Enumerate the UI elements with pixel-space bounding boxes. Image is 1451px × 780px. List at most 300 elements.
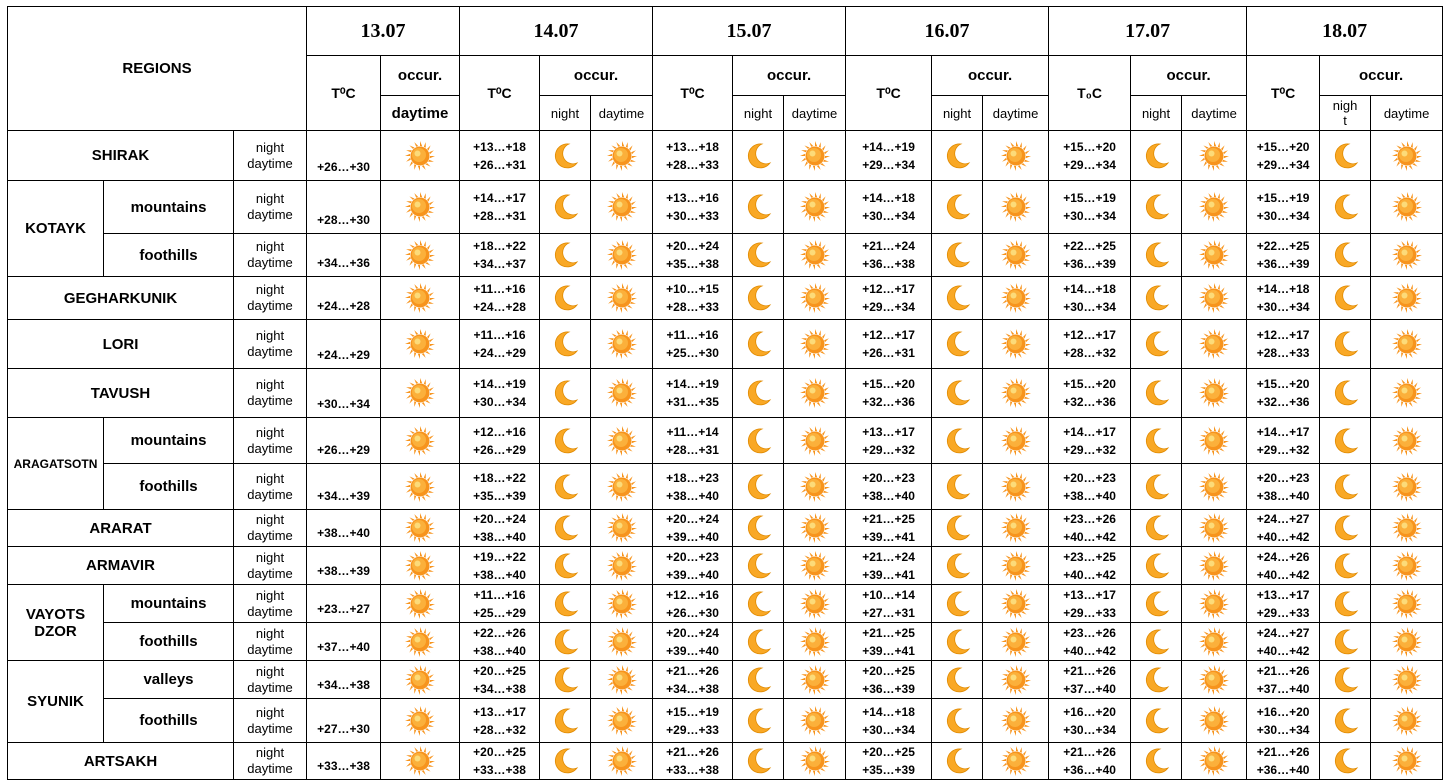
temp-cell bbox=[653, 547, 733, 585]
night-temp: +14…+18 bbox=[862, 704, 915, 719]
night-label: night bbox=[255, 470, 285, 486]
moon-icon bbox=[1320, 141, 1370, 171]
night-label: night bbox=[255, 139, 285, 155]
moon-icon bbox=[733, 513, 783, 543]
day-temp: +40…+42 bbox=[1256, 530, 1310, 544]
sun-icon bbox=[381, 239, 459, 271]
sun-icon bbox=[381, 425, 459, 457]
subregion-name: mountains bbox=[104, 418, 234, 464]
moon-icon bbox=[932, 329, 982, 359]
region-name: TAVUSH bbox=[8, 369, 234, 418]
night-temp: +10…+14 bbox=[862, 587, 915, 602]
date-header: 17.07 bbox=[1049, 7, 1247, 56]
sun-icon bbox=[784, 140, 845, 172]
temp-cell bbox=[1247, 131, 1320, 181]
night-temp: +12…+17 bbox=[862, 328, 915, 342]
day-temp: +29…+33 bbox=[666, 722, 719, 737]
night-temp: +20…+24 bbox=[666, 512, 719, 526]
period-labels bbox=[234, 131, 307, 181]
region-row bbox=[8, 623, 1443, 661]
temp-cell: +27…+30 bbox=[307, 699, 381, 743]
moon-icon bbox=[733, 378, 783, 408]
temp-cell bbox=[460, 585, 540, 623]
night-temp: +11…+16 bbox=[666, 328, 719, 342]
daytime-label: daytime bbox=[247, 565, 293, 581]
region-name: VAYOTS DZOR bbox=[8, 585, 104, 661]
night-temp: +15…+20 bbox=[1256, 377, 1310, 391]
temp-header: T⁰C bbox=[307, 56, 381, 131]
night-temp: +13…+18 bbox=[473, 139, 526, 154]
temp-cell bbox=[846, 181, 932, 234]
sun-icon bbox=[1182, 191, 1246, 223]
sun-icon bbox=[1182, 626, 1246, 658]
temp-cell: +23…+27 bbox=[307, 585, 381, 623]
day-temp: +39…+40 bbox=[666, 530, 719, 544]
temp-header: T⁰C bbox=[1247, 56, 1320, 131]
day-temp: +29…+33 bbox=[1256, 605, 1310, 620]
moon-icon bbox=[733, 589, 783, 619]
occur-header: occur. bbox=[381, 56, 460, 96]
day-temp: +28…+33 bbox=[666, 300, 719, 314]
region-name: ARMAVIR bbox=[8, 547, 234, 585]
sun-icon bbox=[591, 328, 652, 360]
day-temp: +34…+38 bbox=[666, 681, 719, 696]
night-temp: +14…+17 bbox=[1063, 424, 1116, 439]
night-temp: +15…+19 bbox=[1256, 191, 1310, 205]
day-temp: +38…+40 bbox=[666, 488, 719, 503]
day-temp: +29…+32 bbox=[862, 442, 915, 457]
sun-icon bbox=[784, 664, 845, 696]
night-temp: +14…+18 bbox=[1256, 282, 1310, 296]
sun-icon bbox=[591, 377, 652, 409]
moon-icon bbox=[1131, 329, 1181, 359]
night-temp: +12…+16 bbox=[666, 587, 719, 602]
temp-cell bbox=[653, 699, 733, 743]
day-temp: +32…+36 bbox=[1063, 395, 1116, 409]
temp-cell bbox=[460, 277, 540, 320]
night-temp: +11…+16 bbox=[473, 328, 526, 342]
sun-icon bbox=[983, 377, 1048, 409]
day-temp: +36…+39 bbox=[1063, 257, 1116, 271]
sun-icon bbox=[983, 471, 1048, 503]
night-temp: +11…+16 bbox=[473, 587, 526, 602]
night-temp: +22…+25 bbox=[1063, 239, 1116, 253]
subregion-name: foothills bbox=[104, 623, 234, 661]
daytime-label: daytime bbox=[247, 720, 293, 736]
night-label: night bbox=[255, 512, 285, 527]
day-temp: +36…+38 bbox=[862, 257, 915, 271]
temp-cell bbox=[1049, 320, 1131, 369]
night-temp: +19…+22 bbox=[473, 549, 526, 564]
sun-icon bbox=[983, 328, 1048, 360]
temp-cell bbox=[460, 464, 540, 510]
day-temp: +30…+34 bbox=[1063, 209, 1116, 223]
temp-cell bbox=[846, 585, 932, 623]
day-temp: +29…+34 bbox=[1063, 157, 1116, 172]
region-row bbox=[8, 661, 1443, 699]
night-temp: +12…+17 bbox=[1256, 328, 1310, 342]
night-temp: +21…+26 bbox=[1256, 745, 1310, 759]
sun-icon bbox=[983, 745, 1048, 777]
daytime-label: daytime bbox=[247, 641, 293, 657]
sun-icon bbox=[1371, 705, 1442, 737]
temp-cell: +24…+28 bbox=[307, 277, 381, 320]
day-temp: +38…+40 bbox=[473, 530, 526, 544]
temp-cell bbox=[460, 320, 540, 369]
night-temp: +14…+18 bbox=[862, 191, 915, 205]
night-temp: +21…+24 bbox=[862, 549, 915, 564]
night-temp: +20…+24 bbox=[666, 625, 719, 640]
temp-cell bbox=[460, 547, 540, 585]
temp-cell bbox=[1247, 547, 1320, 585]
day-temp: +36…+39 bbox=[862, 681, 915, 696]
sun-icon bbox=[983, 626, 1048, 658]
sun-icon bbox=[381, 191, 459, 223]
day-temp: +37…+40 bbox=[1063, 681, 1116, 696]
temp-cell bbox=[846, 320, 932, 369]
sun-icon bbox=[1371, 664, 1442, 696]
sun-icon bbox=[591, 282, 652, 314]
temp-cell bbox=[1049, 547, 1131, 585]
day-temp: +39…+41 bbox=[862, 567, 915, 582]
period-labels bbox=[234, 743, 307, 780]
night-temp: +14…+17 bbox=[473, 191, 526, 205]
sun-icon bbox=[591, 664, 652, 696]
sun-icon bbox=[1182, 328, 1246, 360]
daytime-header: daytime bbox=[1371, 96, 1443, 131]
sun-icon bbox=[983, 191, 1048, 223]
temp-cell bbox=[1247, 277, 1320, 320]
moon-icon bbox=[1131, 426, 1181, 456]
day-temp: +30…+34 bbox=[862, 209, 915, 223]
temp-header: T⁰C bbox=[460, 56, 540, 131]
night-temp: +11…+16 bbox=[473, 282, 526, 296]
sun-icon bbox=[784, 239, 845, 271]
night-temp: +18…+22 bbox=[473, 239, 526, 253]
sun-icon bbox=[784, 328, 845, 360]
night-temp: +21…+26 bbox=[1063, 745, 1116, 759]
night-temp: +15…+19 bbox=[666, 704, 719, 719]
date-header: 13.07 bbox=[307, 7, 460, 56]
night-temp: +22…+26 bbox=[473, 625, 526, 640]
temp-cell bbox=[1049, 510, 1131, 547]
period-labels bbox=[234, 320, 307, 369]
sun-icon bbox=[1371, 626, 1442, 658]
night-temp: +15…+19 bbox=[1063, 191, 1116, 205]
moon-icon bbox=[1131, 141, 1181, 171]
moon-icon bbox=[1320, 627, 1370, 657]
temp-cell: +28…+30 bbox=[307, 181, 381, 234]
sun-icon bbox=[1182, 377, 1246, 409]
temp-cell bbox=[846, 131, 932, 181]
moon-icon bbox=[1320, 706, 1370, 736]
moon-icon bbox=[1320, 240, 1370, 270]
day-temp: +38…+40 bbox=[1063, 488, 1116, 503]
region-row bbox=[8, 320, 1443, 369]
sun-icon bbox=[591, 140, 652, 172]
period-labels bbox=[234, 547, 307, 585]
night-temp: +12…+17 bbox=[1063, 328, 1116, 342]
day-temp: +38…+40 bbox=[862, 488, 915, 503]
sun-icon bbox=[983, 664, 1048, 696]
temp-cell bbox=[1247, 464, 1320, 510]
sun-icon bbox=[1371, 588, 1442, 620]
night-temp: +20…+25 bbox=[862, 663, 915, 678]
day-temp: +31…+35 bbox=[666, 395, 719, 409]
night-temp: +21…+25 bbox=[862, 512, 915, 526]
day-temp: +27…+31 bbox=[862, 605, 915, 620]
day-temp: +33…+38 bbox=[473, 763, 526, 777]
region-name: ARAGATSOTN bbox=[8, 418, 104, 510]
night-temp: +20…+24 bbox=[473, 512, 526, 526]
moon-icon bbox=[540, 627, 590, 657]
day-temp: +30…+34 bbox=[1256, 209, 1310, 223]
temp-cell bbox=[1247, 623, 1320, 661]
night-label: night bbox=[255, 549, 285, 565]
night-temp: +20…+25 bbox=[473, 663, 526, 678]
sun-icon bbox=[381, 705, 459, 737]
moon-icon bbox=[932, 706, 982, 736]
day-temp: +25…+30 bbox=[666, 346, 719, 360]
moon-icon bbox=[733, 706, 783, 736]
night-temp: +15…+20 bbox=[1063, 139, 1116, 154]
daytime-label: daytime bbox=[247, 298, 293, 313]
night-temp: +24…+27 bbox=[1256, 625, 1310, 640]
temp-cell bbox=[653, 510, 733, 547]
night-label: night bbox=[255, 191, 285, 206]
night-temp: +13…+17 bbox=[1063, 587, 1116, 602]
period-labels bbox=[234, 277, 307, 320]
sun-icon bbox=[784, 512, 845, 544]
temp-cell: +30…+34 bbox=[307, 369, 381, 418]
region-row bbox=[8, 369, 1443, 418]
temp-cell bbox=[1247, 320, 1320, 369]
moon-icon bbox=[733, 240, 783, 270]
subregion-name: foothills bbox=[104, 699, 234, 743]
sun-icon bbox=[784, 705, 845, 737]
region-row bbox=[8, 131, 1443, 181]
temp-cell bbox=[653, 464, 733, 510]
moon-icon bbox=[932, 240, 982, 270]
night-temp: +15…+20 bbox=[862, 377, 915, 391]
period-labels bbox=[234, 418, 307, 464]
day-temp: +32…+36 bbox=[1256, 395, 1310, 409]
night-temp: +13…+17 bbox=[862, 424, 915, 439]
temp-cell bbox=[846, 369, 932, 418]
moon-icon bbox=[1131, 665, 1181, 695]
moon-icon bbox=[540, 240, 590, 270]
temp-cell: +26…+30 bbox=[307, 131, 381, 181]
temp-cell bbox=[1247, 661, 1320, 699]
sun-icon bbox=[1182, 140, 1246, 172]
day-temp: +39…+40 bbox=[666, 567, 719, 582]
daytime-header: daytime bbox=[591, 96, 653, 131]
temp-cell: +37…+40 bbox=[307, 623, 381, 661]
temp-cell bbox=[1247, 510, 1320, 547]
sun-icon bbox=[1371, 745, 1442, 777]
sun-icon bbox=[1182, 471, 1246, 503]
region-name: GEGHARKUNIK bbox=[8, 277, 234, 320]
night-temp: +14…+19 bbox=[666, 377, 719, 391]
sun-icon bbox=[1182, 282, 1246, 314]
date-header: 15.07 bbox=[653, 7, 846, 56]
sun-icon bbox=[983, 140, 1048, 172]
sun-icon bbox=[1182, 588, 1246, 620]
day-temp: +29…+32 bbox=[1256, 442, 1310, 457]
sun-icon bbox=[1371, 425, 1442, 457]
sun-icon bbox=[983, 588, 1048, 620]
temp-header: T⁰C bbox=[846, 56, 932, 131]
sun-icon bbox=[1371, 471, 1442, 503]
temp-cell bbox=[846, 743, 932, 780]
moon-icon bbox=[540, 283, 590, 313]
period-labels bbox=[234, 369, 307, 418]
night-temp: +12…+17 bbox=[862, 282, 915, 296]
temp-cell bbox=[1049, 623, 1131, 661]
region-name: ARARAT bbox=[8, 510, 234, 547]
temp-cell bbox=[653, 181, 733, 234]
day-temp: +38…+40 bbox=[473, 643, 526, 658]
moon-icon bbox=[1131, 706, 1181, 736]
night-temp: +20…+23 bbox=[666, 549, 719, 564]
moon-icon bbox=[540, 706, 590, 736]
sun-icon bbox=[1182, 425, 1246, 457]
moon-icon bbox=[1131, 589, 1181, 619]
temp-cell bbox=[1049, 369, 1131, 418]
moon-icon bbox=[932, 472, 982, 502]
day-temp: +29…+32 bbox=[1063, 442, 1116, 457]
night-label: night bbox=[255, 424, 285, 440]
region-row bbox=[8, 181, 1443, 234]
moon-icon bbox=[1320, 513, 1370, 543]
region-row bbox=[8, 699, 1443, 743]
night-label: night bbox=[255, 587, 285, 603]
moon-icon bbox=[932, 283, 982, 313]
day-temp: +30…+34 bbox=[1256, 300, 1310, 314]
sun-icon bbox=[381, 745, 459, 777]
sun-icon bbox=[1182, 550, 1246, 582]
day-temp: +26…+31 bbox=[862, 346, 915, 360]
night-temp: +20…+25 bbox=[473, 745, 526, 759]
sun-icon bbox=[381, 282, 459, 314]
night-temp: +21…+26 bbox=[1063, 663, 1116, 678]
night-temp: +21…+26 bbox=[666, 663, 719, 678]
day-temp: +26…+29 bbox=[473, 442, 526, 457]
sun-icon bbox=[983, 239, 1048, 271]
temp-cell: +38…+40 bbox=[307, 510, 381, 547]
moon-icon bbox=[540, 513, 590, 543]
temp-cell bbox=[1247, 234, 1320, 277]
night-label: night bbox=[255, 239, 285, 254]
moon-icon bbox=[1131, 283, 1181, 313]
daytime-label: daytime bbox=[247, 393, 293, 408]
moon-icon bbox=[733, 192, 783, 222]
temp-cell bbox=[1049, 743, 1131, 780]
moon-icon bbox=[540, 551, 590, 581]
daytime-label: daytime bbox=[247, 155, 293, 171]
sun-icon bbox=[784, 425, 845, 457]
moon-icon bbox=[733, 627, 783, 657]
temp-cell bbox=[1049, 418, 1131, 464]
temp-cell bbox=[1049, 661, 1131, 699]
period-labels bbox=[234, 464, 307, 510]
sun-icon bbox=[983, 705, 1048, 737]
temp-cell bbox=[846, 623, 932, 661]
daytime-label: daytime bbox=[247, 603, 293, 619]
night-temp: +21…+24 bbox=[862, 239, 915, 253]
day-temp: +25…+29 bbox=[473, 605, 526, 620]
header-row-dates bbox=[8, 7, 1443, 56]
night-label: night bbox=[255, 663, 285, 679]
region-name: SHIRAK bbox=[8, 131, 234, 181]
night-temp: +14…+18 bbox=[1063, 282, 1116, 296]
night-temp: +15…+20 bbox=[1256, 139, 1310, 154]
temp-cell bbox=[460, 234, 540, 277]
moon-icon bbox=[540, 589, 590, 619]
day-temp: +24…+29 bbox=[473, 346, 526, 360]
temp-cell bbox=[1049, 234, 1131, 277]
region-row bbox=[8, 234, 1443, 277]
day-temp: +34…+38 bbox=[473, 681, 526, 696]
region-row bbox=[8, 585, 1443, 623]
moon-icon bbox=[932, 551, 982, 581]
period-labels bbox=[234, 585, 307, 623]
moon-icon bbox=[733, 746, 783, 776]
temp-cell bbox=[1049, 464, 1131, 510]
sun-icon bbox=[381, 140, 459, 172]
temp-cell bbox=[460, 661, 540, 699]
moon-icon bbox=[733, 283, 783, 313]
sun-icon bbox=[784, 550, 845, 582]
moon-icon bbox=[932, 589, 982, 619]
day-temp: +29…+34 bbox=[1256, 157, 1310, 172]
moon-icon bbox=[540, 426, 590, 456]
temp-cell bbox=[1049, 699, 1131, 743]
occur-header: occur. bbox=[1131, 56, 1247, 96]
moon-icon bbox=[932, 426, 982, 456]
temp-cell bbox=[653, 418, 733, 464]
sun-icon bbox=[381, 471, 459, 503]
temp-cell bbox=[653, 623, 733, 661]
moon-icon bbox=[1320, 746, 1370, 776]
date-header: 16.07 bbox=[846, 7, 1049, 56]
sun-icon bbox=[1371, 377, 1442, 409]
moon-icon bbox=[540, 378, 590, 408]
daytime-label: daytime bbox=[247, 486, 293, 502]
moon-icon bbox=[932, 141, 982, 171]
daytime-label: daytime bbox=[247, 344, 293, 359]
daytime-label: daytime bbox=[247, 440, 293, 456]
period-labels bbox=[234, 510, 307, 547]
night-temp: +18…+22 bbox=[473, 470, 526, 485]
subregion-name: foothills bbox=[104, 234, 234, 277]
daytime-label: daytime bbox=[247, 761, 293, 776]
sun-icon bbox=[983, 550, 1048, 582]
sun-icon bbox=[381, 588, 459, 620]
temp-cell bbox=[460, 131, 540, 181]
night-temp: +20…+24 bbox=[666, 239, 719, 253]
night-temp: +20…+23 bbox=[1256, 470, 1310, 485]
sun-icon bbox=[1182, 239, 1246, 271]
sun-icon bbox=[1182, 745, 1246, 777]
occur-header: occur. bbox=[733, 56, 846, 96]
moon-icon bbox=[1131, 551, 1181, 581]
night-temp: +23…+25 bbox=[1063, 549, 1116, 564]
regions-header: REGIONS bbox=[8, 7, 307, 131]
day-temp: +26…+31 bbox=[473, 157, 526, 172]
day-temp: +40…+42 bbox=[1256, 643, 1310, 658]
sun-icon bbox=[983, 512, 1048, 544]
